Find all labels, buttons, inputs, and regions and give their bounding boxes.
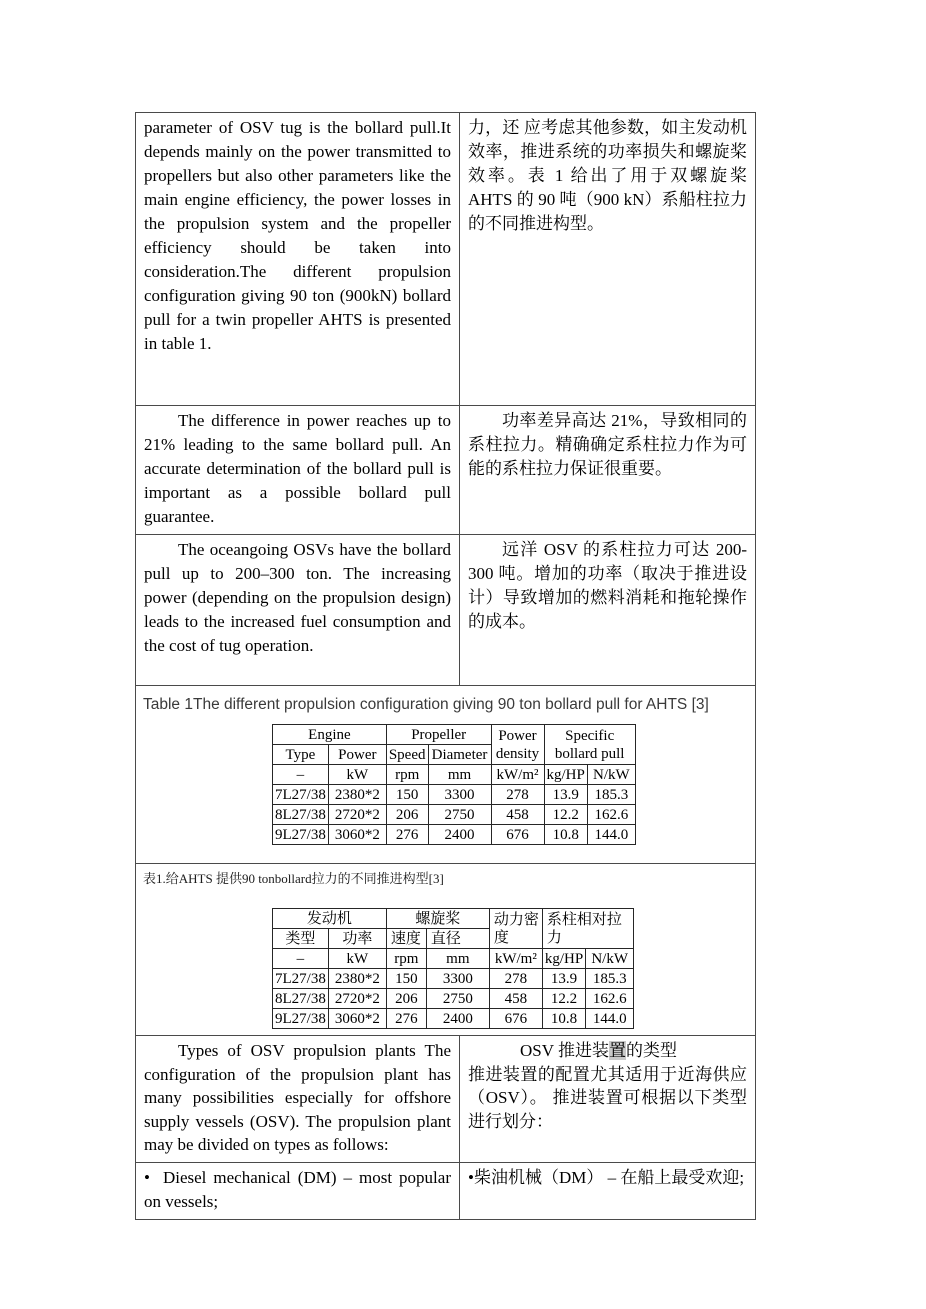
unit-cell: rpm (386, 949, 426, 969)
data-cell: 276 (386, 1009, 426, 1029)
data-cell: 7L27/38 (273, 785, 329, 805)
data-cell: 12.2 (542, 989, 585, 1009)
bollard-pull-table-english (272, 724, 636, 845)
chinese-cell (460, 1163, 755, 1219)
unit-cell: kW/m² (489, 949, 542, 969)
table-row-bollard-parameter (136, 113, 755, 405)
data-cell: 162.6 (587, 805, 635, 825)
chinese-cell (460, 1036, 755, 1162)
table-row-oceangoing-osv (136, 534, 755, 685)
table-row-diesel-mechanical (136, 1162, 755, 1219)
col-header-power: Power (328, 745, 386, 765)
table-row-table1-english (136, 685, 755, 863)
col-header-propeller: 螺旋桨 (386, 909, 489, 929)
table-units-row (273, 949, 634, 969)
data-cell: 7L27/38 (273, 969, 329, 989)
table-row (273, 805, 636, 825)
col-header-specific-bollard-pull: 系柱相对拉力 (542, 909, 633, 949)
data-cell: 162.6 (586, 989, 634, 1009)
unit-cell: kW (328, 949, 386, 969)
bullet-item-english (144, 1166, 451, 1214)
data-cell: 676 (489, 1009, 542, 1029)
col-header-type: 类型 (273, 929, 329, 949)
table-row (273, 969, 634, 989)
data-cell: 8L27/38 (273, 805, 329, 825)
data-cell: 9L27/38 (273, 1009, 329, 1029)
bullet-text: 柴油机械（DM） – 在船上最受欢迎; (473, 1167, 745, 1187)
english-cell (136, 1163, 460, 1219)
col-header-diameter: 直径 (426, 929, 489, 949)
unit-cell: – (273, 765, 329, 785)
data-cell: 10.8 (544, 825, 587, 845)
table-row (273, 1009, 634, 1029)
unit-cell: kg/HP (542, 949, 585, 969)
table1-english-cell (136, 686, 755, 863)
col-header-power-density: 动力密度 (489, 909, 542, 949)
data-cell: 10.8 (542, 1009, 585, 1029)
paragraph-english: Types of OSV propulsion plants The configuration of the propulsion plant has many possibilities especially for offshore supply vessels (OSV). The propulsion plant may be divided on types as follows: (144, 1041, 451, 1154)
table-units-row (273, 765, 636, 785)
translation-table (135, 112, 756, 1220)
table1-caption-english: Table 1The different propulsion configuration giving 90 ton bollard pull for AHTS [3] (143, 696, 709, 713)
title-text: OSV 推进装 (520, 1041, 609, 1060)
table-row-propulsion-types (136, 1035, 755, 1162)
paragraph-english: The oceangoing OSVs have the bollard pull up to 200–300 ton. The increasing power (depending on the propulsion design) leads to the increased fuel consumption and the cost of tug operation. (144, 540, 451, 655)
unit-cell: kW (328, 765, 386, 785)
data-cell: 2400 (426, 1009, 489, 1029)
unit-cell: mm (428, 765, 491, 785)
data-cell: 2400 (428, 825, 491, 845)
english-cell (136, 113, 460, 405)
data-cell: 150 (386, 785, 428, 805)
unit-cell: N/kW (587, 765, 635, 785)
english-cell (136, 535, 460, 685)
data-cell: 458 (491, 805, 544, 825)
chinese-cell (460, 535, 755, 685)
col-header-engine: Engine (273, 725, 387, 745)
data-cell: 3060*2 (328, 825, 386, 845)
paragraph-chinese-title (468, 1039, 747, 1063)
bollard-pull-table-chinese (272, 908, 634, 1029)
table-row (273, 825, 636, 845)
data-cell: 206 (386, 805, 428, 825)
chinese-cell (460, 406, 755, 534)
highlighted-character: 置 (608, 1041, 626, 1060)
data-cell: 206 (386, 989, 426, 1009)
col-header-specific-bollard-pull: Specific bollard pull (544, 725, 635, 765)
table-row (273, 989, 634, 1009)
col-header-power-density: Power density (491, 725, 544, 765)
paragraph-chinese: 远洋 OSV 的系柱拉力可达 200-300 吨。增加的功率（取决于推进设计）导致增加的燃料消耗和拖轮操作的成本。 (468, 540, 747, 631)
unit-cell: kW/m² (491, 765, 544, 785)
bullet-item-chinese (468, 1166, 747, 1190)
table-header-row (273, 909, 634, 929)
table1-chinese-cell (136, 864, 755, 1035)
data-cell: 278 (489, 969, 542, 989)
col-header-speed: Speed (386, 745, 428, 765)
english-cell (136, 1036, 460, 1162)
col-header-power: 功率 (328, 929, 386, 949)
data-cell: 2750 (426, 989, 489, 1009)
data-cell: 3300 (426, 969, 489, 989)
data-cell: 13.9 (542, 969, 585, 989)
table1-caption-chinese: 表1.给AHTS 提供90 tonbollard拉力的不同推进构型[3] (143, 871, 444, 886)
paragraph-chinese: 功率差异高达 21%，导致相同的系柱拉力。精确确定系柱拉力作为可能的系柱拉力保证很重要。 (468, 411, 747, 478)
data-cell: 185.3 (586, 969, 634, 989)
table-row (273, 785, 636, 805)
col-header-type: Type (273, 745, 329, 765)
bullet-text: Diesel mechanical (DM) – most popular on vessels; (144, 1167, 451, 1211)
data-cell: 3300 (428, 785, 491, 805)
table-row-power-difference (136, 405, 755, 534)
chinese-cell (460, 113, 755, 405)
data-cell: 185.3 (587, 785, 635, 805)
bullet-icon: • (144, 1167, 150, 1187)
unit-cell: N/kW (586, 949, 634, 969)
table-header-row (273, 725, 636, 745)
data-cell: 2380*2 (328, 969, 386, 989)
unit-cell: rpm (386, 765, 428, 785)
data-cell: 9L27/38 (273, 825, 329, 845)
data-cell: 2380*2 (328, 785, 386, 805)
data-cell: 3060*2 (328, 1009, 386, 1029)
data-cell: 150 (386, 969, 426, 989)
data-cell: 144.0 (586, 1009, 634, 1029)
title-text: 的类型 (625, 1041, 677, 1060)
paragraph-english: parameter of OSV tug is the bollard pull.It depends mainly on the power transmitted to propellers but also other parameters like the main engine efficiency, the power losses in the propulsion system and the propeller efficiency should be taken into consideration.The different propulsion configuration giving 90 ton (900kN) bollard pull for a twin propeller AHTS is presented in table 1. (144, 118, 451, 353)
data-cell: 144.0 (587, 825, 635, 845)
data-cell: 2750 (428, 805, 491, 825)
paragraph-english: The difference in power reaches up to 21% leading to the same bollard pull. An accurate determination of the bollard pull is important as a possible bollard pull guarantee. (144, 411, 451, 526)
col-header-diameter: Diameter (428, 745, 491, 765)
unit-cell: kg/HP (544, 765, 587, 785)
data-cell: 2720*2 (328, 805, 386, 825)
data-cell: 12.2 (544, 805, 587, 825)
paragraph-chinese: 力，还 应考虑其他参数，如主发动机效率，推进系统的功率损失和螺旋桨效率。表 1 给出了用于双螺旋桨 AHTS 的 90 吨（900 kN）系船柱拉力的不同推进构型。 (468, 118, 747, 233)
data-cell: 278 (491, 785, 544, 805)
col-header-speed: 速度 (386, 929, 426, 949)
data-cell: 2720*2 (328, 989, 386, 1009)
col-header-engine: 发动机 (273, 909, 387, 929)
unit-cell: – (273, 949, 329, 969)
bullet-icon: • (468, 1167, 474, 1187)
data-cell: 8L27/38 (273, 989, 329, 1009)
data-cell: 276 (386, 825, 428, 845)
data-cell: 458 (489, 989, 542, 1009)
data-cell: 676 (491, 825, 544, 845)
data-cell: 13.9 (544, 785, 587, 805)
unit-cell: mm (426, 949, 489, 969)
table-row-table1-chinese (136, 863, 755, 1035)
english-cell (136, 406, 460, 534)
col-header-propeller: Propeller (386, 725, 491, 745)
paragraph-chinese: 推进装置的配置尤其适用于近海供应（OSV）。 推进装置可根据以下类型进行划分： (468, 1064, 747, 1131)
